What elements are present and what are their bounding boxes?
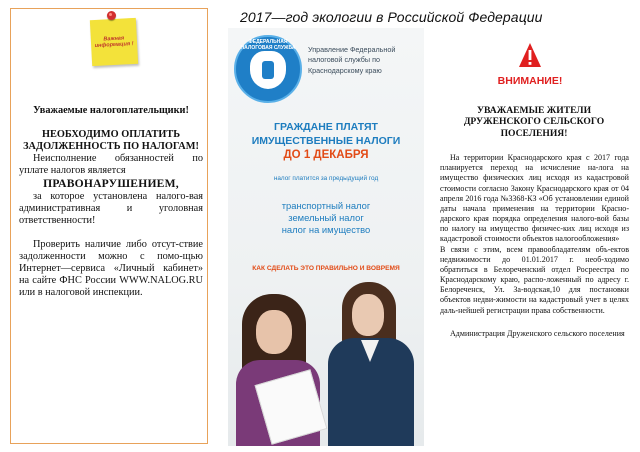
headline-line1: ГРАЖДАНЕ ПЛАТЯТ [274,121,378,133]
poster-cta: КАК СДЕЛАТЬ ЭТО ПРАВИЛЬНО И ВОВРЕМЯ [252,265,400,272]
emblem-text: ФЕДЕРАЛЬНАЯ НАЛОГОВАЯ СЛУЖБА [240,39,296,51]
tax-item: земельный налог [288,212,364,224]
tax-item: транспортный налог [281,200,371,211]
push-pin-icon [107,11,116,20]
sticky-note [90,18,138,66]
warning-icon [518,42,542,68]
tax-list [228,200,424,236]
page-title: 2017—год экологии в Российской Федерации [240,9,543,25]
greeting: Уважаемые налогоплательщики! [33,105,189,116]
warning-label: ВНИМАНИЕ! [497,75,563,87]
deadline: ДО 1 ДЕКАБРЯ [283,149,369,162]
tax-poster [228,28,424,446]
left-text-block [19,105,203,299]
right-paragraph1: На территории Краснодарского края с 2017 года планируется переход на исчисление на-лога на имущество физических лиц исходя из кадастровой стоимости согласно Закону Краснодарского края от 04 апреля 2016 года №3368-КЗ «Об установлении единой даты начала применения на территории Красно-дарского края порядка определения налого-вой базы по налогу на имущество физичес-ких лиц исходя из кадастровой стоимости объектов налогообложения» [440,153,629,244]
poster-headline [228,121,424,163]
fns-emblem-icon [234,35,302,103]
eagle-icon [250,51,286,89]
headline-line2: ИМУЩЕСТВЕННЫЕ НАЛОГИ [251,134,401,147]
violation-word: ПРАВОНАРУШЕНИЕМ, [43,177,179,191]
paragraph1-lead: Неисполнение обязанностей по уплате налогов является [19,153,203,177]
paragraph1-tail: за которое установлена налого-вая административная и уголовная ответственности! [19,190,203,226]
right-paragraph2: В связи с этим, всем правообладателям объ-ектов недвижимости до 01.01.2017 г. необ-ходимо обратиться в Белореченский отдел Росреестра по Краснодарскому краю, распо-ложенный по адресу г. Белореченск, Ул. За-водская,10 для постановки объектов недви-жимости на кадастровый учет в целях даль-нейшей регистрации права собственности. [440,244,629,315]
left-column [10,8,208,444]
right-text-block [440,153,629,339]
must-pay-heading: НЕОБХОДИМО ОПЛАТИТЬ ЗАДОЛЖЕННОСТЬ ПО НАЛОГАМ! [23,129,199,153]
poster-photo [228,280,424,446]
poster-note: налог платится за предыдущий год [273,175,379,182]
residents-heading: УВАЖАЕМЫЕ ЖИТЕЛИ ДРУЖЕНСКОГО СЕЛЬСКОГО ПОСЕЛЕНИЯ! [463,105,605,139]
signature: Администрация Друженского сельского поселения [450,328,625,338]
tax-item: налог на имущество [281,224,371,236]
fns-org-name: Управление Федеральной налоговой службы по Краснодарскому краю [308,45,396,75]
sticky-note-text: Важная информация ! [94,35,134,50]
paragraph2: Проверить наличие либо отсут-ствие задолженности можно с помо-щью Интернет—сервиса «Личный кабинет» на сайте ФНС России WWW.NALOG.RU или в налоговой инспекции. [19,238,203,299]
